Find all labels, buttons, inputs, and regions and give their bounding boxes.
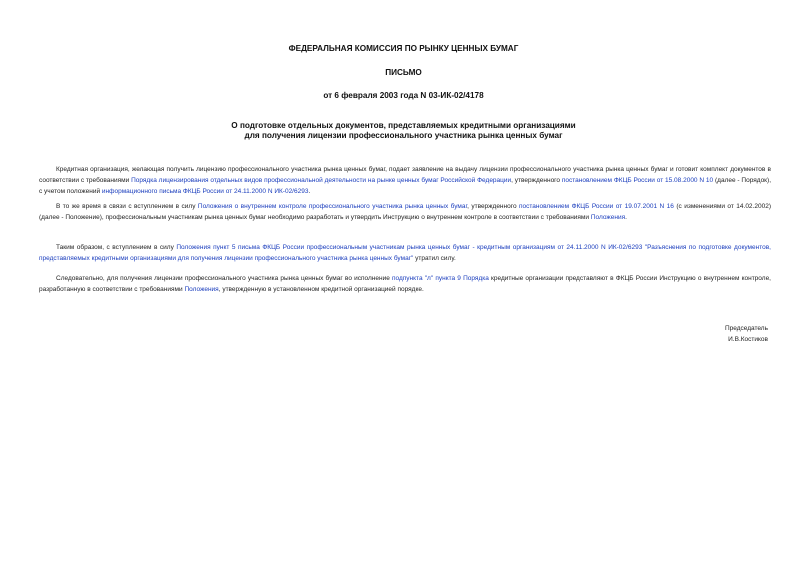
signature-block <box>725 324 768 345</box>
link-info-letter-6293[interactable]: информационного письма ФКЦБ России от 24.11.2000 N ИК-02/6293 <box>101 188 309 196</box>
paragraph-text: Кредитная организация, желающая получить лицензию профессионального участника рынка ценных бумаг, подает заявление на выдачу лицензии профессионального участника рынка ценных бумаг и готовит комплект документов в соответствии с требованиями <box>39 166 771 185</box>
subject-line-1: О подготовке отдельных документов, представляемых кредитными организациями <box>231 121 576 130</box>
paragraph-text: , утвержденного <box>511 177 562 185</box>
document-type: ПИСЬМО <box>385 68 422 77</box>
paragraph-text: утратил силу. <box>413 255 456 263</box>
paragraph-text: кредитные организации представляют в ФКЦБ России Инструкцию о внутреннем контроле, разработанную в соответствии с требованиями <box>39 275 771 294</box>
link-resolution-16[interactable]: постановлением ФКЦБ России от 19.07.2001 N 16 <box>519 203 674 210</box>
link-subclause-l-clause-9[interactable]: подпункта "л" пункта 9 Порядка <box>392 275 489 282</box>
paragraph-text: . <box>625 214 627 222</box>
paragraph-text: , утвержденную в установленном кредитной организацией порядке. <box>218 286 424 294</box>
link-regulation[interactable]: Положения <box>184 286 219 294</box>
paragraph-2 <box>39 201 771 223</box>
signatory-name: И.В.Костиков <box>728 335 768 343</box>
signatory-title: Председатель <box>724 325 768 332</box>
link-licensing-procedure[interactable]: Порядка лицензирования отдельных видов профессиональной деятельности на рынке ценных бумаг Российской Федерации <box>131 177 512 185</box>
document-date-number: от 6 февраля 2003 года N 03-ИК-02/4178 <box>323 91 484 100</box>
link-internal-control-regulation[interactable]: Положения о внутреннем контроле профессионального участника рынка ценных бумаг <box>197 203 468 210</box>
link-letter-clause-5[interactable]: Положения пункт 5 письма ФКЦБ России профессиональным участникам рынка ценных бумаг - кредитным организациям от 24.11.2000 N ИК-02/6293 "Разъяснения по подготовке документов, представляемых кредитными организациями для получения лицензии профессионального участника рынка ценных бумаг" <box>39 244 771 263</box>
paragraph-text: Следовательно, для получения лицензии профессионального участника рынка ценных бумаг во исполнение <box>56 275 392 282</box>
agency-name: ФЕДЕРАЛЬНАЯ КОМИССИЯ ПО РЫНКУ ЦЕННЫХ БУМАГ <box>288 44 519 53</box>
paragraph-text: В то же время в связи с вступлением в силу <box>56 203 198 210</box>
link-regulation[interactable]: Положения <box>590 214 626 222</box>
subject-line-2: для получения лицензии профессионального участника рынка ценных бумаг <box>244 131 563 140</box>
paragraph-text: (с изменениями от 14.02.2002) (далее - Положение), профессиональным участникам рынка ценных бумаг необходимо разработать и утвердить Инструкцию о внутреннем контроле в соответствии с требованиями <box>39 203 771 222</box>
paragraph-text: . <box>308 188 311 196</box>
paragraph-3 <box>39 242 771 264</box>
document-subject <box>0 121 807 141</box>
paragraph-text: (далее - Порядок), с учетом положений <box>39 177 771 196</box>
paragraph-text: , утвержденного <box>467 203 520 210</box>
link-resolution-10[interactable]: постановлением ФКЦБ России от 15.08.2000 N 10 <box>561 177 714 185</box>
paragraph-4 <box>39 273 771 295</box>
paragraph-1 <box>39 164 771 198</box>
paragraph-text: Таким образом, с вступлением в силу <box>56 244 177 251</box>
